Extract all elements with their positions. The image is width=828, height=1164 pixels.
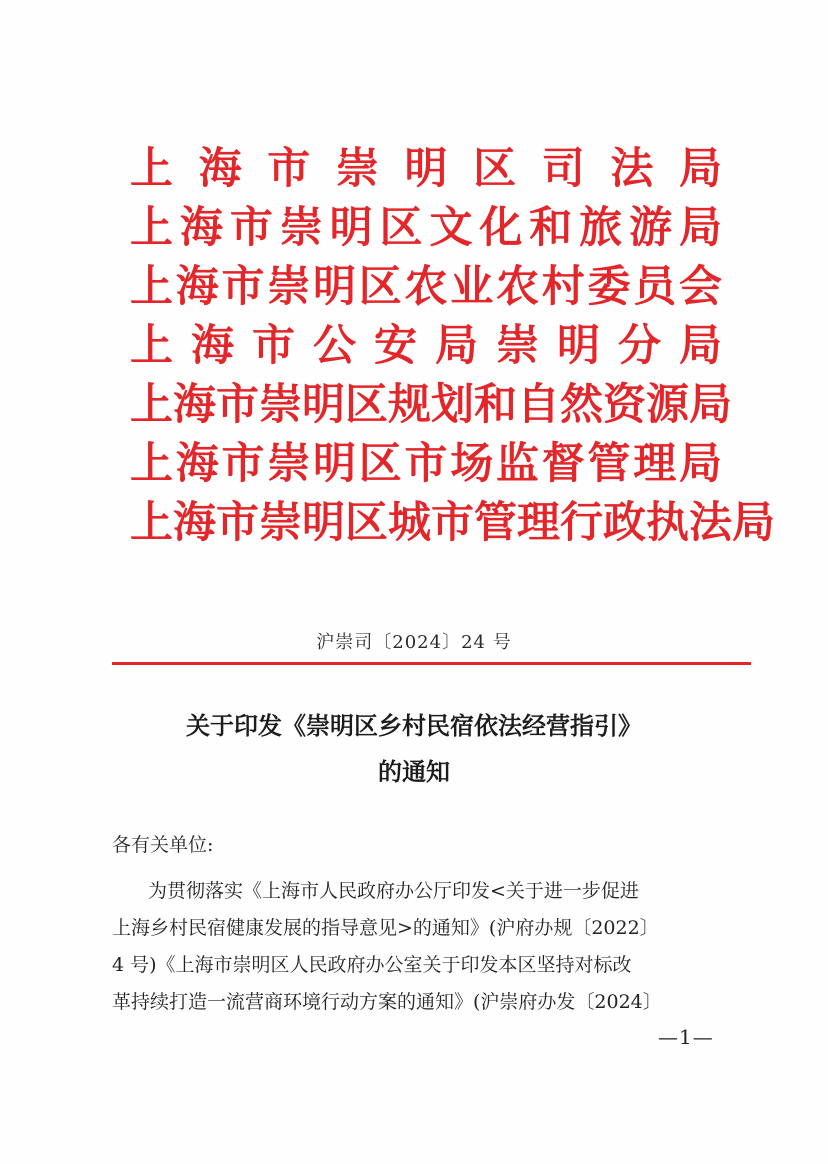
issuer-char: 划: [431, 380, 474, 430]
document-number: 沪崇司〔2024〕24 号: [316, 632, 512, 653]
issuer-char: 区: [473, 144, 517, 194]
body-paragraph-line: 4 号)《上海市崇明区人民政府办公室关于印发本区坚持对标改: [112, 954, 632, 976]
issuer-char: 村: [541, 262, 585, 312]
issuer-char: 上: [130, 262, 173, 312]
issuer-line: [130, 140, 722, 199]
issuer-char: 明: [302, 380, 345, 430]
issuer-char: 区: [345, 498, 388, 548]
issuer-char: 区: [358, 262, 402, 312]
issuer-char: 海: [191, 321, 234, 371]
page-number: —1—: [658, 1025, 714, 1049]
issuer-char: 崇: [335, 144, 379, 194]
issuer-char: 区: [379, 203, 423, 253]
issuer-char: 政: [603, 498, 646, 548]
issuer-char: 业: [450, 262, 494, 312]
issuer-char: 局: [679, 321, 722, 371]
issuer-char: 市: [267, 144, 311, 194]
issuer-char: 资: [603, 380, 646, 430]
issuer-line: [130, 199, 722, 258]
issuer-char: 管: [587, 439, 631, 489]
issuer-char: 会: [679, 262, 722, 312]
issuer-char: 员: [633, 262, 677, 312]
issuer-char: 农: [496, 262, 539, 312]
issuer-char: 局: [732, 498, 775, 548]
issuer-line: [130, 258, 722, 317]
issuer-char: 农: [404, 262, 448, 312]
issuer-char: 督: [541, 439, 585, 489]
document-title-line-2: 的通知: [378, 757, 450, 786]
issuer-char: 市: [216, 498, 259, 548]
issuer-char: 明: [329, 203, 373, 253]
body-paragraph-line: 上海乡村民宿健康发展的指导意见>的通知》(沪府办规〔2022〕: [112, 917, 659, 939]
issuer-char: 市: [216, 380, 259, 430]
issuer-char: 局: [689, 380, 732, 430]
issuer-line: [130, 317, 722, 376]
body-paragraph-line: 革持续打造一流营商环境行动方案的通知》(沪崇府办发〔2024〕: [112, 991, 662, 1013]
issuing-authorities-header: [130, 140, 775, 553]
issuer-char: 上: [130, 144, 173, 194]
issuer-char: 城: [388, 498, 431, 548]
issuer-char: 监: [496, 439, 539, 489]
issuer-char: 司: [541, 144, 585, 194]
issuer-char: 市: [221, 262, 265, 312]
issuer-char: 明: [302, 498, 345, 548]
issuer-char: 明: [313, 439, 356, 489]
issuer-char: 执: [646, 498, 689, 548]
issuer-char: 区: [358, 439, 402, 489]
body-paragraph-line: 为贯彻落实《上海市人民政府办公厅印发<关于进一步促进: [148, 880, 639, 902]
issuer-char: 市: [431, 498, 474, 548]
issuer-char: 上: [130, 498, 173, 548]
issuer-char: 规: [388, 380, 431, 430]
issuer-char: 源: [646, 380, 689, 430]
issuer-char: 明: [557, 321, 600, 371]
salutation: 各有关单位:: [112, 834, 214, 856]
issuer-char: 理: [517, 498, 560, 548]
issuer-char: 崇: [267, 262, 311, 312]
issuer-char: 委: [587, 262, 631, 312]
issuer-char: 局: [435, 321, 478, 371]
issuer-char: 上: [130, 203, 173, 253]
issuer-char: 自: [517, 380, 560, 430]
issuer-char: 明: [313, 262, 356, 312]
issuer-char: 崇: [259, 498, 302, 548]
issuer-char: 游: [629, 203, 673, 253]
issuer-char: 上: [130, 380, 173, 430]
document-title-line-1: 关于印发《崇明区乡村民宿依法经营指引》: [186, 711, 642, 740]
issuer-char: 文: [429, 203, 473, 253]
issuer-char: 理: [633, 439, 677, 489]
issuer-char: 化: [479, 203, 523, 253]
issuer-char: 和: [529, 203, 573, 253]
issuer-char: 市: [229, 203, 273, 253]
issuer-char: 市: [252, 321, 295, 371]
issuer-char: 上: [130, 321, 173, 371]
issuer-char: 市: [221, 439, 265, 489]
issuer-char: 海: [179, 203, 223, 253]
issuer-char: 区: [345, 380, 388, 430]
issuer-char: 场: [450, 439, 494, 489]
issuer-char: 行: [560, 498, 603, 548]
issuer-char: 安: [374, 321, 417, 371]
issuer-char: 市: [404, 439, 448, 489]
issuer-char: 海: [198, 144, 242, 194]
issuer-char: 崇: [496, 321, 539, 371]
issuer-char: 明: [404, 144, 448, 194]
issuer-line: [130, 376, 732, 435]
issuer-line: [130, 435, 722, 494]
issuer-char: 崇: [259, 380, 302, 430]
issuer-char: 和: [474, 380, 517, 430]
issuer-char: 崇: [267, 439, 311, 489]
issuer-char: 分: [618, 321, 661, 371]
issuer-char: 海: [175, 439, 219, 489]
issuer-char: 管: [474, 498, 517, 548]
issuer-char: 然: [560, 380, 603, 430]
issuer-char: 局: [679, 144, 722, 194]
issuer-char: 海: [175, 262, 219, 312]
issuer-char: 崇: [279, 203, 323, 253]
issuer-char: 法: [689, 498, 732, 548]
issuer-char: 局: [678, 203, 722, 253]
issuer-char: 海: [173, 498, 216, 548]
issuer-line: [130, 494, 775, 553]
issuer-char: 上: [130, 439, 173, 489]
issuer-char: 海: [173, 380, 216, 430]
issuer-char: 局: [679, 439, 722, 489]
issuer-char: 法: [610, 144, 654, 194]
issuer-char: 公: [313, 321, 356, 371]
issuer-char: 旅: [579, 203, 623, 253]
red-divider-line: [112, 662, 751, 665]
